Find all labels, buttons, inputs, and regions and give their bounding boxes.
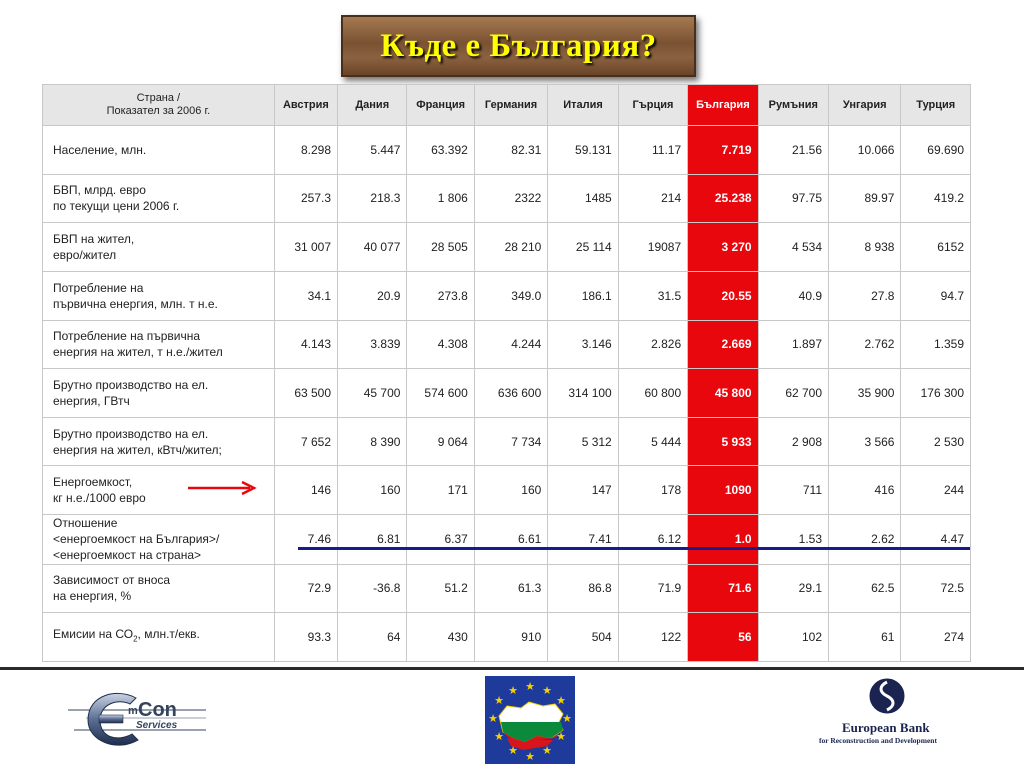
- svg-text:★: ★: [556, 694, 566, 707]
- value-cell: 160: [338, 466, 407, 515]
- table-row: [43, 515, 971, 565]
- value-cell: 8.298: [274, 126, 337, 175]
- table-row: [43, 174, 971, 223]
- country-header: Австрия: [274, 85, 337, 126]
- value-cell: 5 312: [548, 417, 618, 466]
- value-cell: 40 077: [338, 223, 407, 272]
- value-cell: 63 500: [274, 369, 337, 418]
- value-cell: 45 700: [338, 369, 407, 418]
- value-cell: 218.3: [338, 174, 407, 223]
- value-cell: 9 064: [407, 417, 474, 466]
- header-row: [43, 85, 971, 126]
- value-cell: 27.8: [829, 271, 901, 320]
- table-row: [43, 271, 971, 320]
- row-label: [43, 515, 275, 565]
- value-cell: -36.8: [338, 564, 407, 613]
- svg-text:★: ★: [562, 712, 572, 725]
- row-label-line: Зависимост от вноса: [53, 573, 171, 588]
- corner-line-1: Страна /: [136, 92, 181, 104]
- country-header: Румъния: [758, 85, 828, 126]
- value-cell: 430: [407, 613, 474, 662]
- svg-text:★: ★: [525, 680, 535, 693]
- value-cell: 160: [474, 466, 548, 515]
- svg-text:★: ★: [525, 750, 535, 763]
- row-label-line: евро/жител: [53, 248, 117, 263]
- value-cell: 93.3: [274, 613, 337, 662]
- value-cell: 28 210: [474, 223, 548, 272]
- value-cell: 20.9: [338, 271, 407, 320]
- table-row: [43, 466, 971, 515]
- value-cell: 1.359: [901, 320, 971, 369]
- emcon-logo-icon: [66, 684, 211, 754]
- value-cell-highlighted: 71.6: [688, 564, 758, 613]
- value-cell: 2322: [474, 174, 548, 223]
- row-label-line: енергия на жител, т н.е./жител: [53, 345, 223, 360]
- row-label: [43, 613, 275, 662]
- value-cell: 102: [758, 613, 828, 662]
- row-label-line: на енергия, %: [53, 589, 132, 604]
- value-cell-highlighted: 5 933: [688, 417, 758, 466]
- emcon-brand: Con: [138, 699, 177, 721]
- value-cell: 7 652: [274, 417, 337, 466]
- ebrd-line1: European Bank: [842, 720, 930, 735]
- emcon-sub: Services: [136, 720, 178, 731]
- value-cell: 504: [548, 613, 618, 662]
- country-header: Турция: [901, 85, 971, 126]
- value-cell: 5 444: [618, 417, 687, 466]
- svg-text:★: ★: [556, 730, 566, 743]
- title-banner: [341, 15, 696, 77]
- table-row: [43, 223, 971, 272]
- table-row: [43, 564, 971, 613]
- value-cell: 1.897: [758, 320, 828, 369]
- emcon-m: m: [128, 705, 138, 717]
- row-label-line: Брутно производство на ел.: [53, 377, 209, 392]
- value-cell: 89.97: [829, 174, 901, 223]
- value-cell-highlighted: 20.55: [688, 271, 758, 320]
- value-cell: 59.131: [548, 126, 618, 175]
- row-label-line: Емисии на $СО_2$, млн.т/екв.: [53, 627, 200, 644]
- value-cell: 72.5: [901, 564, 971, 613]
- row-label: [43, 564, 275, 613]
- svg-text:★: ★: [494, 730, 504, 743]
- value-cell: 349.0: [474, 271, 548, 320]
- value-cell: 97.75: [758, 174, 828, 223]
- value-cell: 19087: [618, 223, 687, 272]
- value-cell: 63.392: [407, 126, 474, 175]
- row-label-line: по текущи цени 2006 г.: [53, 199, 180, 214]
- value-cell: 274: [901, 613, 971, 662]
- value-cell-highlighted: 1090: [688, 466, 758, 515]
- value-cell: 1 806: [407, 174, 474, 223]
- value-cell: 28 505: [407, 223, 474, 272]
- value-cell: 1485: [548, 174, 618, 223]
- value-cell: 61.3: [474, 564, 548, 613]
- svg-text:★: ★: [508, 684, 518, 697]
- value-cell: 4.244: [474, 320, 548, 369]
- value-cell: 4 534: [758, 223, 828, 272]
- row-label-line: енергия, ГВтч: [53, 393, 130, 408]
- value-cell: 6.81: [338, 515, 407, 565]
- value-cell: 31 007: [274, 223, 337, 272]
- value-cell: 186.1: [548, 271, 618, 320]
- value-cell: 171: [407, 466, 474, 515]
- table-row: [43, 613, 971, 662]
- value-cell: 86.8: [548, 564, 618, 613]
- row-label-line: кг н.е./1000 евро: [53, 491, 146, 506]
- value-cell: 35 900: [829, 369, 901, 418]
- row-label-line: Енергоемкост,: [53, 475, 133, 490]
- value-cell-highlighted: 56: [688, 613, 758, 662]
- value-cell: 5.447: [338, 126, 407, 175]
- value-cell: 2 530: [901, 417, 971, 466]
- value-cell: 72.9: [274, 564, 337, 613]
- value-cell: 82.31: [474, 126, 548, 175]
- table-row: [43, 369, 971, 418]
- value-cell-highlighted: 2.669: [688, 320, 758, 369]
- svg-text:★: ★: [488, 712, 498, 725]
- value-cell: 31.5: [618, 271, 687, 320]
- value-cell: 419.2: [901, 174, 971, 223]
- value-cell: 122: [618, 613, 687, 662]
- row-label-line: Отношение: [53, 516, 118, 531]
- footer-divider: [0, 667, 1024, 670]
- value-cell: 61: [829, 613, 901, 662]
- value-cell: 3 566: [829, 417, 901, 466]
- value-cell: 6.61: [474, 515, 548, 565]
- row-label: [43, 174, 275, 223]
- value-cell: 910: [474, 613, 548, 662]
- value-cell: 146: [274, 466, 337, 515]
- value-cell: 244: [901, 466, 971, 515]
- value-cell: 2 908: [758, 417, 828, 466]
- row-label: [43, 126, 275, 175]
- value-cell: 257.3: [274, 174, 337, 223]
- country-header: Унгария: [829, 85, 901, 126]
- highlight-underline: [298, 547, 970, 550]
- value-cell: 3.146: [548, 320, 618, 369]
- corner-header: [43, 85, 275, 126]
- ebrd-line2: for Reconstruction and Development: [819, 736, 937, 745]
- value-cell: 2.62: [829, 515, 901, 565]
- country-header: Дания: [338, 85, 407, 126]
- row-label-line: <енергоемкост на страна>: [53, 548, 202, 563]
- right-arrow-icon: [188, 481, 260, 495]
- value-cell-highlighted: 25.238: [688, 174, 758, 223]
- row-label-line: Потребление на първична: [53, 329, 201, 344]
- table-body: [43, 126, 971, 662]
- page-title: Къде е България?: [380, 27, 657, 64]
- country-header-highlighted: България: [688, 85, 758, 126]
- row-label: [43, 320, 275, 369]
- value-cell: 4.143: [274, 320, 337, 369]
- value-cell: 34.1: [274, 271, 337, 320]
- row-label-line: първична енергия, млн. т н.е.: [53, 296, 218, 311]
- value-cell: 6.12: [618, 515, 687, 565]
- country-header: Германия: [474, 85, 548, 126]
- bulgaria-eu-flag-icon: [485, 676, 575, 764]
- value-cell: 178: [618, 466, 687, 515]
- value-cell-highlighted: 7.719: [688, 126, 758, 175]
- value-cell: 2.826: [618, 320, 687, 369]
- value-cell: 11.17: [618, 126, 687, 175]
- svg-text:★: ★: [542, 744, 552, 757]
- value-cell: 314 100: [548, 369, 618, 418]
- country-header: Франция: [407, 85, 474, 126]
- value-cell: 25 114: [548, 223, 618, 272]
- value-cell: 69.690: [901, 126, 971, 175]
- country-header: Гърция: [618, 85, 687, 126]
- ebrd-logo-icon: [815, 677, 990, 752]
- value-cell: 7.46: [274, 515, 337, 565]
- row-label-line: БВП на жител,: [53, 232, 135, 247]
- corner-line-2: Показател за 2006 г.: [106, 105, 211, 117]
- row-label-line: Брутно производство на ел.: [53, 426, 209, 441]
- svg-text:★: ★: [542, 684, 552, 697]
- value-cell: 51.2: [407, 564, 474, 613]
- value-cell: 62 700: [758, 369, 828, 418]
- value-cell: 3.839: [338, 320, 407, 369]
- value-cell: 574 600: [407, 369, 474, 418]
- value-cell-highlighted: 45 800: [688, 369, 758, 418]
- row-label: [43, 417, 275, 466]
- value-cell: 147: [548, 466, 618, 515]
- svg-text:★: ★: [508, 744, 518, 757]
- value-cell: 6.37: [407, 515, 474, 565]
- value-cell: 60 800: [618, 369, 687, 418]
- value-cell: 4.308: [407, 320, 474, 369]
- value-cell-highlighted: 3 270: [688, 223, 758, 272]
- row-label: [43, 223, 275, 272]
- value-cell: 94.7: [901, 271, 971, 320]
- value-cell: 4.47: [901, 515, 971, 565]
- value-cell: 6152: [901, 223, 971, 272]
- value-cell: 416: [829, 466, 901, 515]
- value-cell: 711: [758, 466, 828, 515]
- value-cell: 7.41: [548, 515, 618, 565]
- row-label-line: <енергоемкост на България>/: [53, 532, 220, 547]
- table-row: [43, 320, 971, 369]
- row-label-line: Население, млн.: [53, 142, 147, 157]
- value-cell: 62.5: [829, 564, 901, 613]
- value-cell: 29.1: [758, 564, 828, 613]
- value-cell: 8 938: [829, 223, 901, 272]
- value-cell: 71.9: [618, 564, 687, 613]
- value-cell: 21.56: [758, 126, 828, 175]
- svg-text:★: ★: [494, 694, 504, 707]
- value-cell-highlighted: 1.0: [688, 515, 758, 565]
- row-label-line: БВП, млрд. евро: [53, 183, 146, 198]
- value-cell: 176 300: [901, 369, 971, 418]
- value-cell: 8 390: [338, 417, 407, 466]
- value-cell: 636 600: [474, 369, 548, 418]
- country-header: Италия: [548, 85, 618, 126]
- row-label: [43, 271, 275, 320]
- value-cell: 10.066: [829, 126, 901, 175]
- value-cell: 273.8: [407, 271, 474, 320]
- value-cell: 2.762: [829, 320, 901, 369]
- table-row: [43, 417, 971, 466]
- value-cell: 40.9: [758, 271, 828, 320]
- row-label: [43, 369, 275, 418]
- value-cell: 1.53: [758, 515, 828, 565]
- table-row: [43, 126, 971, 175]
- row-label-line: Потребление на: [53, 280, 144, 295]
- value-cell: 214: [618, 174, 687, 223]
- comparison-table: [42, 84, 971, 662]
- row-label-line: енергия на жител, кВтч/жител;: [53, 442, 222, 457]
- value-cell: 64: [338, 613, 407, 662]
- value-cell: 7 734: [474, 417, 548, 466]
